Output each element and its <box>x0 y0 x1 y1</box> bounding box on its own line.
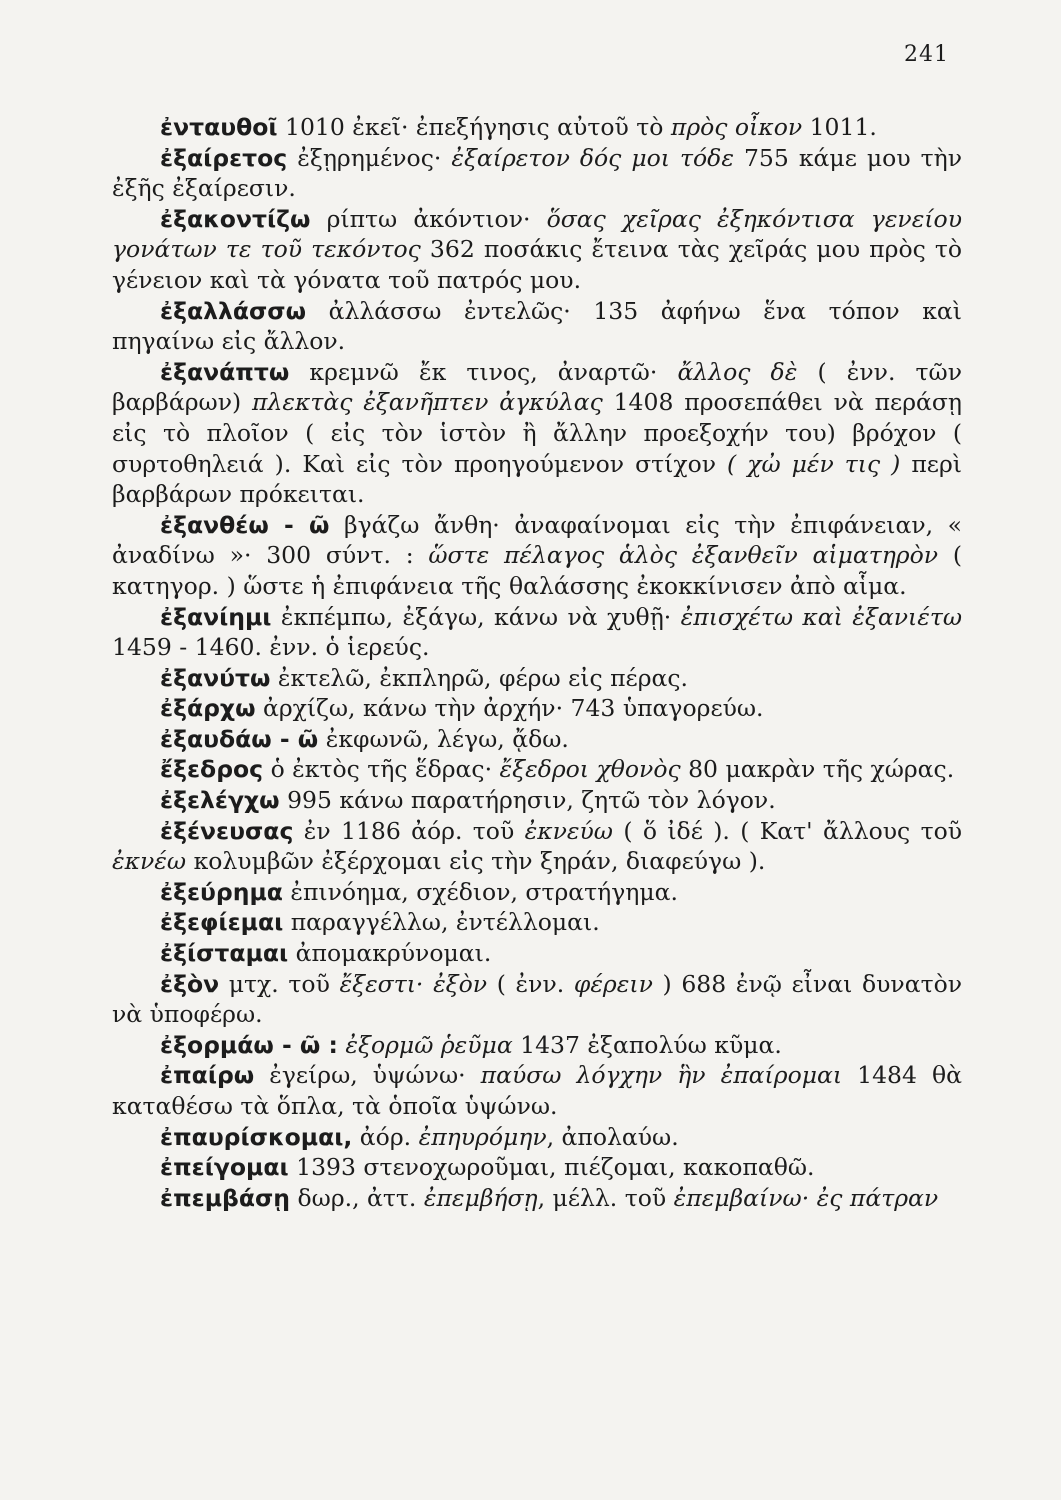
dictionary-entry <box>112 296 962 357</box>
entry-quotation: ἐπεμβαίνω· ἐς πάτραν <box>673 1183 939 1212</box>
entry-text: ( ἐνν. <box>487 969 574 998</box>
entry-text: περὶ βαρβάρων πρόκειται. <box>112 449 962 509</box>
entry-text: κολυμβῶν ἐξέρχομαι εἰς τὴν ξηράν, διαφεύγω ). <box>186 847 766 876</box>
entry-headword: ἐξάρχω <box>160 694 256 723</box>
entry-text: 1011. <box>802 113 877 141</box>
entry-headword: ἐξαυδάω - ῶ <box>160 724 319 753</box>
entry-text: ) 688 ἐνῷ εἶναι δυνατὸν νὰ ὑποφέρω. <box>112 969 963 1029</box>
entry-quotation: ἐπηυρόμην <box>418 1122 547 1151</box>
entry-quotation: ὅσας χεῖρας ἐξηκόντισα γενείου γονάτων τε τοῦ τεκόντος <box>112 204 962 264</box>
entry-text: ρίπτω ἀκόντιον· <box>310 204 547 233</box>
entry-text: ὁ ἐκτὸς τῆς ἕδρας· <box>263 755 500 784</box>
entry-text: 362 ποσάκις ἔτεινα τὰς χεῖράς μου πρὸς τὸ γένειον καὶ τὰ γόνατα τοῦ πατρός μου. <box>112 235 962 294</box>
entry-quotation: ἐπεμβήσῃ <box>423 1183 538 1212</box>
entry-text: ( ἐνν. τῶν βαρβάρων) <box>112 357 962 417</box>
entry-quotation: φέρειν <box>573 969 653 998</box>
entry-headword: ἐξανάπτω <box>160 357 290 386</box>
dictionary-entry <box>112 938 962 969</box>
entry-headword: ἐξίσταμαι <box>160 939 289 968</box>
entry-text: ἐκτελῶ, ἐκπληρῶ, φέρω εἰς πέρας. <box>270 663 689 692</box>
entry-headword: ἐξὸν <box>160 969 220 998</box>
entry-text: 755 κάμε μου τὴν ἐξῆς ἐξαίρεσιν. <box>112 143 963 203</box>
entry-headword: ἐξεύρημα <box>160 877 283 906</box>
dictionary-entry <box>112 143 962 204</box>
entry-text: , μέλλ. τοῦ <box>537 1183 674 1212</box>
entry-quotation: ἐκνέω <box>112 847 187 876</box>
dictionary-entry <box>112 785 962 816</box>
entry-text: ( κατηγορ. ) ὥστε ἡ ἐπιφάνεια τῆς θαλάσσης ἐκοκκίνισεν ἀπὸ αἷμα. <box>112 541 963 600</box>
entry-quotation: παύσω λόγχην ἣν ἐπαίρομαι <box>480 1061 843 1090</box>
entry-text: ( ὅ ἰδέ ). ( Κατ' ἄλλους τοῦ <box>612 816 963 845</box>
entry-quotation: πλεκτὰς ἐξανῆπτεν ἀγκύλας <box>252 388 603 417</box>
entry-headword: ἐξορμάω - ῶ : <box>160 1030 338 1059</box>
entry-text: κρεμνῶ ἔκ τινος, ἀναρτῶ· <box>289 357 678 386</box>
entry-headword: ἐξανύτω <box>160 663 271 692</box>
entry-text: ἐξῃρημένος· <box>287 143 452 172</box>
dictionary-entry <box>112 693 962 724</box>
entry-text: ἐν 1186 ἀόρ. τοῦ <box>293 816 525 845</box>
dictionary-entry <box>112 1122 962 1153</box>
dictionary-entry <box>112 1183 962 1214</box>
entry-quotation: ἐπισχέτω καὶ ἐξανιέτω <box>680 602 962 631</box>
entry-headword: ἐξεφίεμαι <box>160 908 284 937</box>
entry-text: ἐκφωνῶ, λέγω, ᾄδω. <box>318 724 569 753</box>
entry-headword: ἐξανίημι <box>160 602 272 631</box>
entry-text: ἀλλάσσω ἐντελῶς· 135 ἀφήνω ἕνα τόπον καὶ πηγαίνω εἰς ἄλλον. <box>112 296 962 356</box>
dictionary-entry <box>112 877 962 908</box>
entry-text: ἐκπέμπω, ἐξάγω, κάνω νὰ χυθῇ· <box>271 602 681 631</box>
entry-quotation: ἔξεδροι χθονὸς <box>499 755 681 784</box>
entry-quotation: πρὸς οἶκον <box>670 113 803 141</box>
entry-text: , ἀπολαύω. <box>546 1122 679 1151</box>
entry-headword: ἐξαίρετος <box>160 143 288 172</box>
entry-headword: ἐπαίρω <box>160 1061 255 1090</box>
dictionary-entry <box>112 112 962 143</box>
entry-headword: ἔξεδρος <box>160 755 264 784</box>
entry-headword: ἐξανθέω - ῶ <box>160 510 330 539</box>
dictionary-entry <box>112 1030 962 1061</box>
entry-headword: ἐπαυρίσκομαι, <box>160 1122 353 1151</box>
dictionary-entry <box>112 969 962 1030</box>
entry-headword: ἐξένευσας <box>160 816 294 845</box>
dictionary-entry <box>112 754 962 785</box>
dictionary-entry <box>112 510 962 602</box>
dictionary-entry <box>112 1152 962 1183</box>
entry-text: παραγγέλλω, ἐντέλλομαι. <box>283 908 600 937</box>
entry-text: ἐγείρω, ὑψώνω· <box>254 1061 481 1090</box>
dictionary-entry <box>112 204 962 296</box>
entry-text: 1393 στενοχωροῦμαι, πιέζομαι, κακοπαθῶ. <box>288 1153 815 1182</box>
entry-headword: ἐπείγομαι <box>160 1153 289 1182</box>
dictionary-entry <box>112 907 962 938</box>
entry-text: 1459 - 1460. ἐνν. ὁ ἱερεύς. <box>112 633 430 662</box>
entry-quotation: ἐξαίρετον δός μοι τόδε <box>451 143 734 172</box>
entry-quotation: ἐξορμῶ ῥεῦμα <box>345 1030 513 1059</box>
entry-headword: ἐξαλλάσσω <box>160 296 307 325</box>
entry-headword: ἐξελέγχω <box>160 786 280 815</box>
entry-text: 1408 προσεπάθει νὰ περάσῃ εἰς τὸ πλοῖον ( εἰς τὸν ἱστὸν ἢ ἄλλην προεξοχήν του) βρόχον ( συρτοθηλειά ). Καὶ εἰς τὸν προηγούμενον στίχον <box>112 388 962 478</box>
entry-text: 1010 ἐκεῖ· ἐπεξήγησις αὐτοῦ τὸ <box>277 113 671 141</box>
entry-text: βγάζω ἄνθη· ἀναφαίνομαι εἰς τὴν ἐπιφάνειαν, « ἀναδίνω »· 300 σύντ. : <box>112 510 962 570</box>
entry-quotation: ἄλλος δὲ <box>677 357 798 386</box>
entry-headword: ἐξακοντίζω <box>160 204 311 233</box>
entry-quotation: ὥστε πέλαγος ἁλὸς ἐξανθεῖν αἱματηρὸν <box>428 541 939 570</box>
entry-text: 1437 ἐξαπολύω κῦμα. <box>512 1030 782 1059</box>
dictionary-entries <box>112 112 962 1213</box>
entry-text: ἐπινόημα, σχέδιον, στρατήγημα. <box>282 877 678 906</box>
entry-quotation: ἔξεστι· ἐξὸν <box>339 969 488 998</box>
dictionary-entry <box>112 663 962 694</box>
dictionary-entry <box>112 357 962 510</box>
entry-headword: ἐπεμβάσῃ <box>160 1183 291 1212</box>
entry-headword: ἐνταυθοῖ <box>160 113 278 141</box>
entry-text: ἀρχίζω, κάνω τὴν ἀρχήν· 743 ὑπαγορεύω. <box>255 694 764 723</box>
entry-text: 1484 θὰ καταθέσω τὰ ὅπλα, τὰ ὁποῖα ὑψώνω. <box>112 1061 963 1120</box>
dictionary-entry <box>112 816 962 877</box>
entry-quotation: ἐκνεύω <box>524 816 613 845</box>
dictionary-entry <box>112 1060 962 1121</box>
entry-text: ἀόρ. <box>352 1122 419 1151</box>
page-number: 241 <box>904 42 949 67</box>
entry-text: 995 κάνω παρατήρησιν, ζητῶ τὸν λόγον. <box>279 786 776 815</box>
entry-text: ἀπομακρύνομαι. <box>288 939 492 968</box>
entry-text: δωρ., ἀττ. <box>290 1183 424 1212</box>
entry-quotation: ( χὠ μέν τις ) <box>727 449 901 478</box>
entry-text: 80 μακρὰν τῆς χώρας. <box>680 755 955 784</box>
dictionary-entry <box>112 724 962 755</box>
dictionary-entry <box>112 602 962 663</box>
entry-text: μτχ. τοῦ <box>219 969 340 998</box>
